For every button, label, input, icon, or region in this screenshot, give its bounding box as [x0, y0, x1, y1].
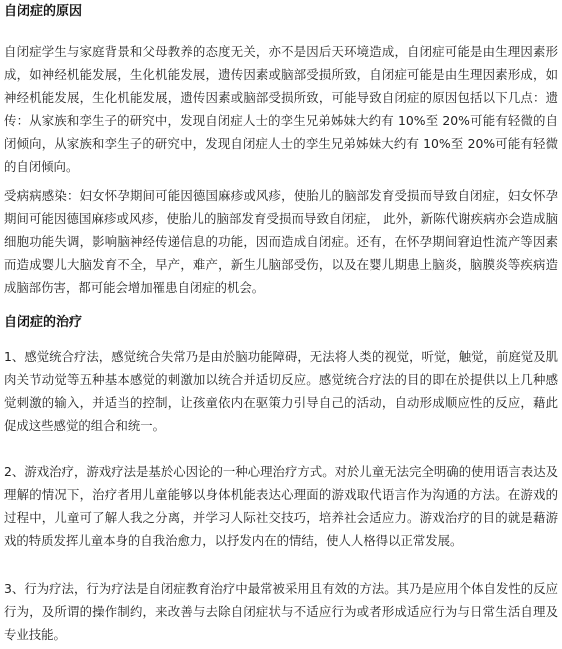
section-title-causes: 自闭症的原因 [4, 4, 83, 19]
paragraph-genetic-cause: 自闭症学生与家庭背景和父母教养的态度无关，亦不是因后天环境造成，自闭症可能是由生理因素形成，如神经机能发展，生化机能发展，遗传因素或脑部受损所致，自闭症可能是由生理因素形成，如神经机能发展，生化机能发展，遗传因素或脑部受损所致，可能导致自闭症的原因包括以下几点：遗传：从家族和孪生子的研究中，发现自闭症人士的孪生兄弟姊妹大约有 10%至 20%可能有轻微的自闭倾向，从家族和孪生子的研究中，发现自闭症人士的孪生兄弟姊妹大约有 10%至 20%可能有轻微的自闭倾向。 [4, 44, 558, 174]
paragraph-infection-cause: 受病病感染：妇女怀孕期间可能因德国麻疹或风疹，使胎儿的脑部发育受损而导致自闭症，妇女怀孕期间可能因德国麻疹或风疹，使胎儿的脑部发育受损而导致自闭症， 此外，新陈代谢疾病亦会造成脑细胞功能失调，影响脑神经传递信息的功能，因而造成自闭症。还有，在怀孕期间窘迫性流产等因素而造成婴儿大脑发育不全，早产，难产，新生儿脑部受伤，以及在婴儿期患上脑炎，脑膜炎等疾病造成脑部伤害，都可能会增加罹患自闭症的机会。 [4, 188, 558, 295]
paragraph-play-therapy: 2、游戏治疗，游戏疗法是基於心因论的一种心理治疗方式。对於儿童无法完全明确的使用语言表达及理解的情况下，治疗者用儿童能够以身体机能表达心理面的游戏取代语言作为沟通的方法。在游戏的过程中，儿童可了解人我之分离，并学习人际社交技巧，培养社会适应力。游戏治疗的目的就是藉游戏的特质发挥儿童本身的自我治愈力，以抒发内在的情结，使人人格得以正常发展。 [4, 464, 558, 548]
paragraph-behavior-therapy: 3、行为疗法，行为疗法是自闭症教育治疗中最常被采用且有效的方法。其乃是应用个体自发性的反应行为，及所谓的操作制约，来改善与去除自闭症状与不适应行为或者形成适应行为与日常生活自理及专业技能。 [4, 581, 558, 642]
section-title-treatment: 自闭症的治疗 [4, 315, 83, 330]
paragraph-sensory-integration: 1、感觉统合疗法，感觉统合失常乃是由於脑功能障碍，无法将人类的视觉，听觉，触觉，前庭觉及肌肉关节动觉等五种基本感觉的刺激加以统合并适切反应。感觉统合疗法的目的即在於提供以上几种感觉刺激的输入，并适当的控制，让孩童依内在驱策力引导自己的活动，自动形成顺应性的反应，藉此促成这些感觉的组合和统一。 [4, 349, 558, 433]
